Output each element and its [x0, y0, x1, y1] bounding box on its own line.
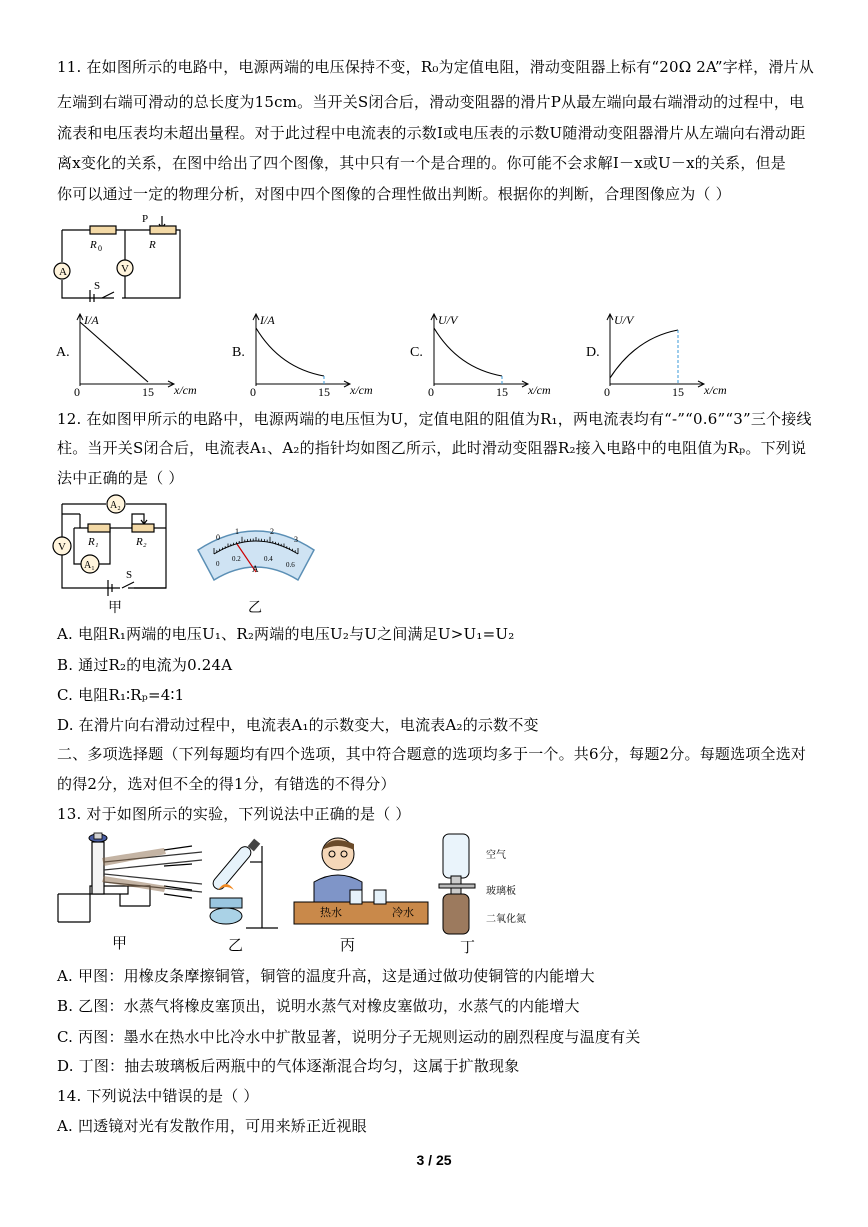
x-axis — [256, 381, 350, 387]
q11-r0-label: R — [90, 239, 97, 251]
q11-r0-resistor — [90, 226, 116, 234]
q13-option-c: C. 丙图：墨水在热水中比冷水中扩散显著，说明分子无规则运动的剧烈程度与温度有关 — [57, 1028, 641, 1046]
graph-curve — [610, 330, 678, 378]
q12-meter-tick-0-2: 0.2 — [232, 555, 241, 563]
graph-curve — [80, 322, 148, 382]
q12-meter-tick-0-6: 0.6 — [286, 561, 295, 569]
graph-option-label: D. — [586, 345, 600, 360]
graph-option-label: B. — [232, 345, 245, 360]
q12-a1-label: A₁ — [84, 560, 95, 571]
y-axis-label: U/V — [614, 313, 634, 327]
q11-line-5: 你可以通过一定的物理分析，对图中四个图像的合理性做出判断。根据你的判断，合理图像应为（ ） — [57, 185, 731, 203]
section2-heading-line-1: 二、多项选择题（下列每题均有四个选项，其中符合题意的选项均多于一个。共6分，每题2分。每题选项全选对 — [57, 745, 807, 763]
x-axis — [434, 381, 528, 387]
q13-caption-ding: 丁 — [460, 938, 476, 956]
q11-ammeter-label: A — [59, 266, 67, 278]
q12-meter-unit: A — [252, 564, 259, 574]
graph-curve — [434, 328, 502, 376]
q13-figure-jia — [54, 830, 204, 930]
q12-line-3: 法中正确的是（ ） — [57, 469, 184, 487]
q13-hot-water-label: 热水 — [320, 906, 342, 919]
q12-r1-resistor — [88, 524, 110, 532]
q13-caption-bing: 丙 — [340, 936, 356, 954]
q12-caption-jia: 甲 — [108, 600, 122, 616]
q12-r2-label: R₂ — [136, 536, 147, 548]
origin-label: 0 — [604, 385, 610, 399]
q11-line-2: 左端到右端可滑动的总长度为15cm。当开关S闭合后，滑动变阻器的滑片P从最左端向最右端滑动的过程中，电 — [57, 93, 805, 111]
q11-line-3: 流表和电压表均未超出量程。对于此过程中电流表的示数I或电压表的示数U随滑动变阻器滑片从左端向右滑动距 — [57, 124, 806, 142]
q12-ammeter-dial — [194, 524, 318, 584]
q12-meter-tick-zero-lower: 0 — [216, 560, 220, 568]
section2-heading-line-2: 的得2分，选对但不全的得1分，有错选的不得分） — [57, 775, 396, 793]
q12-option-b: B. 通过R₂的电流为0.24A — [57, 656, 233, 674]
q13-cold-water-label: 冷水 — [392, 906, 414, 919]
q12-line-1: 12. 在如图甲所示的电路中，电源两端的电压恒为U，定值电阻的阻值为R₁，两电流表均有“-”“0.6”“3”三个接线 — [57, 410, 812, 428]
x-axis-label: x/cm — [704, 383, 727, 397]
x-axis — [610, 381, 704, 387]
y-axis-label: I/A — [260, 313, 275, 327]
graph-option-label: C. — [410, 345, 423, 360]
q13-figure-yi — [206, 832, 286, 932]
x-tick-label: 15 — [496, 385, 508, 399]
q11-line-1: 11. 在如图所示的电路中，电源两端的电压保持不变，R₀为定值电阻，滑动变阻器上标有“20Ω 2A”字样，滑片从 — [57, 58, 814, 76]
graph-option-label: A. — [56, 345, 70, 360]
q12-a2-label: A₂ — [110, 500, 121, 511]
origin-label: 0 — [428, 385, 434, 399]
q14-option-a: A. 凹透镜对光有发散作用，可用来矫正近视眼 — [57, 1117, 367, 1135]
q12-option-a: A. 电阻R₁两端的电压U₁、R₂两端的电压U₂与U之间满足U>U₁=U₂ — [57, 625, 515, 643]
q13-no2-label: 二氧化氮 — [486, 914, 526, 925]
q11-r-rheostat — [150, 226, 176, 234]
y-axis — [431, 314, 437, 386]
q12-meter-tick-1: 1 — [235, 527, 239, 536]
q14-stem: 14. 下列说法中错误的是（ ） — [57, 1087, 259, 1105]
q12-voltmeter-label: V — [58, 541, 66, 553]
origin-label: 0 — [250, 385, 256, 399]
x-axis-label: x/cm — [350, 383, 373, 397]
q11-circuit-diagram — [50, 210, 185, 302]
q12-meter-tick-3: 3 — [294, 535, 298, 544]
q12-option-c: C. 电阻R₁∶Rₚ=4∶1 — [57, 686, 185, 704]
x-axis-label: x/cm — [174, 383, 197, 397]
q12-meter-tick-0: 0 — [216, 533, 220, 542]
q11-voltmeter-label: V — [121, 263, 129, 275]
x-tick-label: 15 — [318, 385, 330, 399]
q12-line-2: 柱。当开关S闭合后，电流表A₁、A₂的指针均如图乙所示，此时滑动变阻器R₂接入电路中的电阻值为Rₚ。下列说 — [57, 439, 807, 457]
q13-caption-jia: 甲 — [112, 934, 128, 952]
q12-r2-rheostat — [132, 524, 154, 532]
q11-switch-label: S — [94, 280, 101, 292]
q13-figure-ding — [437, 832, 481, 936]
q13-stem: 13. 对于如图所示的实验，下列说法中正确的是（ ） — [57, 805, 411, 823]
y-axis-label: I/A — [84, 313, 99, 327]
q11-slider-p-label: P — [142, 213, 149, 225]
page-number: 3 / 25 — [416, 1152, 452, 1168]
q11-r-label: R — [149, 239, 156, 251]
q11-graph-d — [586, 310, 756, 400]
q12-circuit-diagram — [50, 492, 175, 610]
q11-graph-b — [232, 310, 402, 400]
q13-option-b: B. 乙图：水蒸气将橡皮塞顶出，说明水蒸气对橡皮塞做功，水蒸气的内能增大 — [57, 997, 580, 1015]
x-tick-label: 15 — [142, 385, 154, 399]
q13-air-label: 空气 — [486, 850, 506, 861]
q12-caption-yi: 乙 — [248, 600, 262, 616]
y-axis — [77, 314, 83, 386]
q11-r0-sub: 0 — [98, 244, 102, 253]
q13-option-a: A. 甲图：用橡皮条摩擦铜管，铜管的温度升高，这是通过做功使铜管的内能增大 — [57, 967, 595, 985]
y-axis-label: U/V — [438, 313, 458, 327]
q12-meter-tick-0-4: 0.4 — [264, 555, 273, 563]
graph-curve — [256, 328, 324, 376]
q13-caption-yi: 乙 — [228, 936, 244, 954]
q11-line-4: 离x变化的关系，在图中给出了四个图像，其中只有一个是合理的。你可能不会求解I－x或U－x的关系，但是 — [57, 154, 786, 172]
q12-switch-label: S — [126, 569, 133, 581]
q12-option-d: D. 在滑片向右滑动过程中，电流表A₁的示数变大，电流表A₂的示数不变 — [57, 716, 539, 734]
q13-glass-plate-label: 玻璃板 — [486, 886, 516, 897]
q13-option-d: D. 丁图：抽去玻璃板后两瓶中的气体逐渐混合均匀，这属于扩散现象 — [57, 1057, 520, 1075]
q12-meter-tick-2: 2 — [270, 527, 274, 536]
q11-graph-a — [56, 310, 226, 400]
x-axis-label: x/cm — [528, 383, 551, 397]
x-tick-label: 15 — [672, 385, 684, 399]
q11-graph-c — [410, 310, 580, 400]
x-axis — [80, 381, 174, 387]
y-axis — [253, 314, 259, 386]
origin-label: 0 — [74, 385, 80, 399]
q12-r1-label: R₁ — [88, 536, 99, 548]
